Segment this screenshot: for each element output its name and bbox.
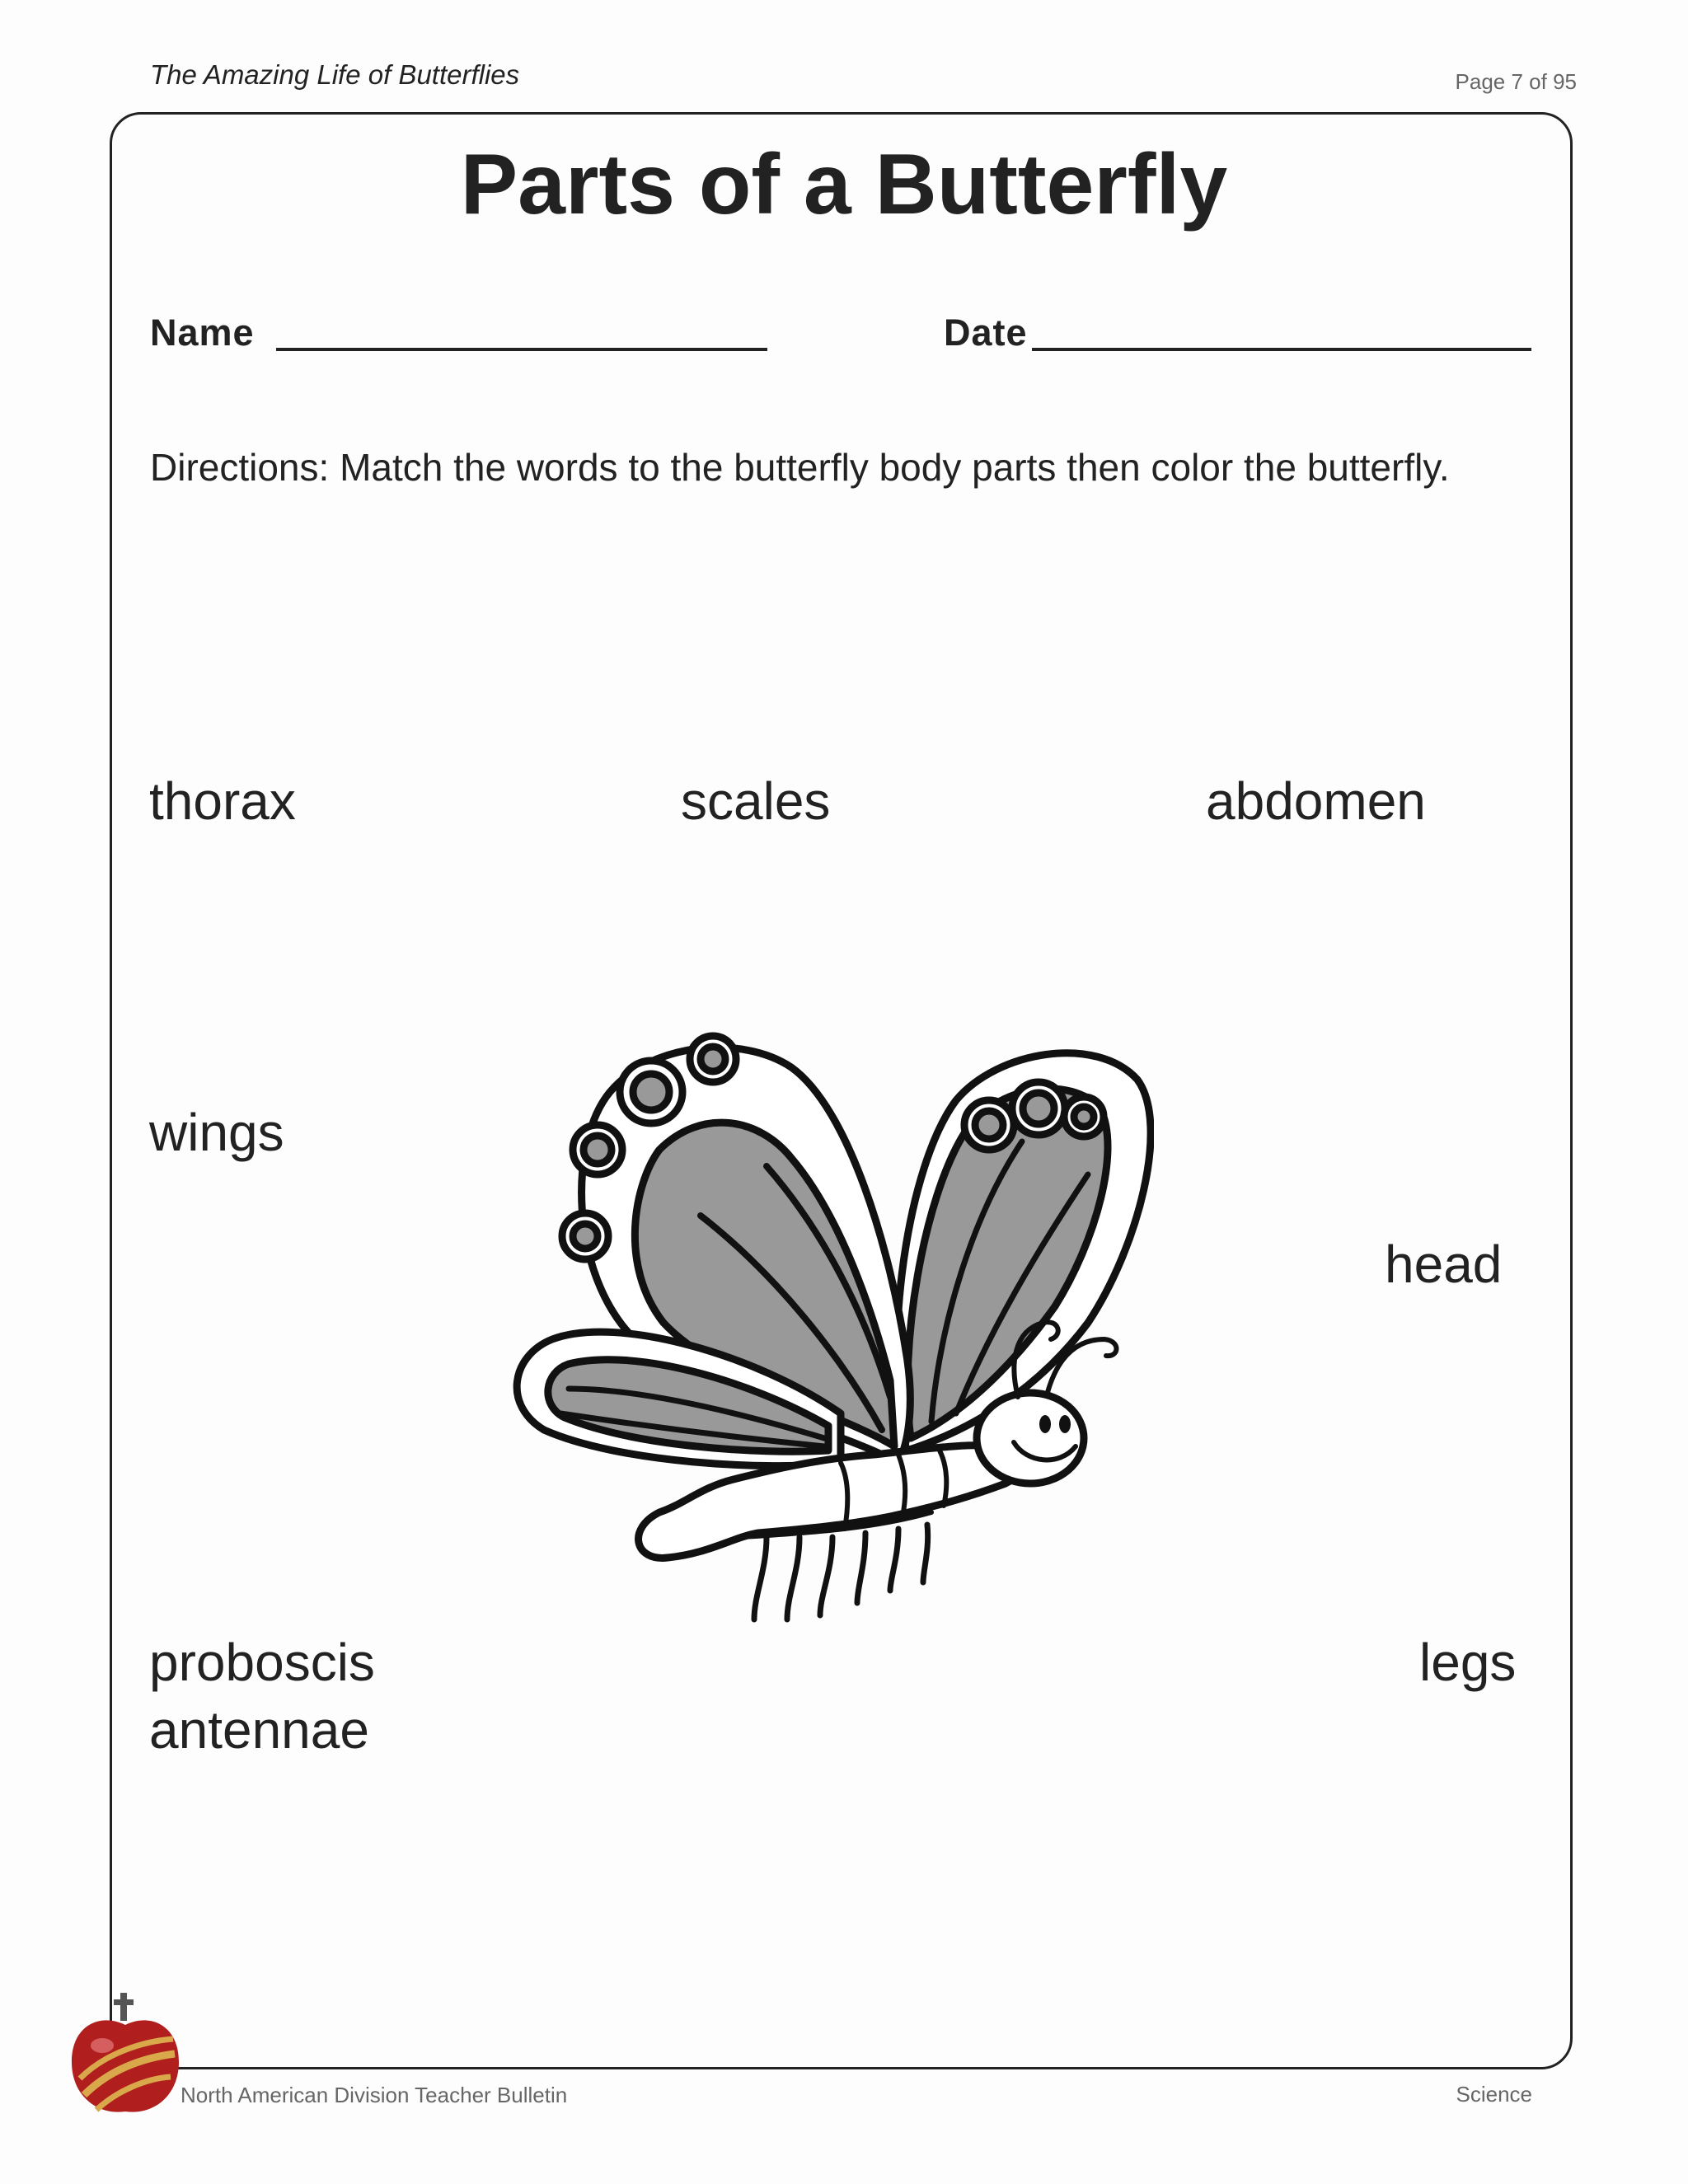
word-legs: legs <box>1419 1633 1517 1692</box>
word-thorax: thorax <box>149 771 296 831</box>
word-head: head <box>1385 1235 1503 1294</box>
word-wings: wings <box>149 1103 284 1162</box>
page-indicator: Page 7 of 95 <box>1455 69 1577 94</box>
directions-text: Directions: Match the words to the butterfly body parts then color the butterfly. <box>150 446 1450 489</box>
butterfly-illustration <box>495 1001 1154 1628</box>
name-label: Name <box>150 312 255 354</box>
name-blank-line[interactable] <box>276 348 767 351</box>
word-abdomen: abdomen <box>1206 771 1426 831</box>
footer-subject: Science <box>1456 2082 1532 2107</box>
word-proboscis: proboscis <box>149 1633 375 1692</box>
apple-logo <box>68 1988 183 2116</box>
book-title: The Amazing Life of Butterflies <box>150 59 520 90</box>
word-scales: scales <box>681 771 831 831</box>
date-label: Date <box>944 312 1028 354</box>
worksheet-title: Parts of a Butterfly <box>460 137 1228 232</box>
date-blank-line[interactable] <box>1032 348 1531 351</box>
footer-publisher: North American Division Teacher Bulletin <box>181 2083 568 2107</box>
word-antennae: antennae <box>149 1700 369 1760</box>
